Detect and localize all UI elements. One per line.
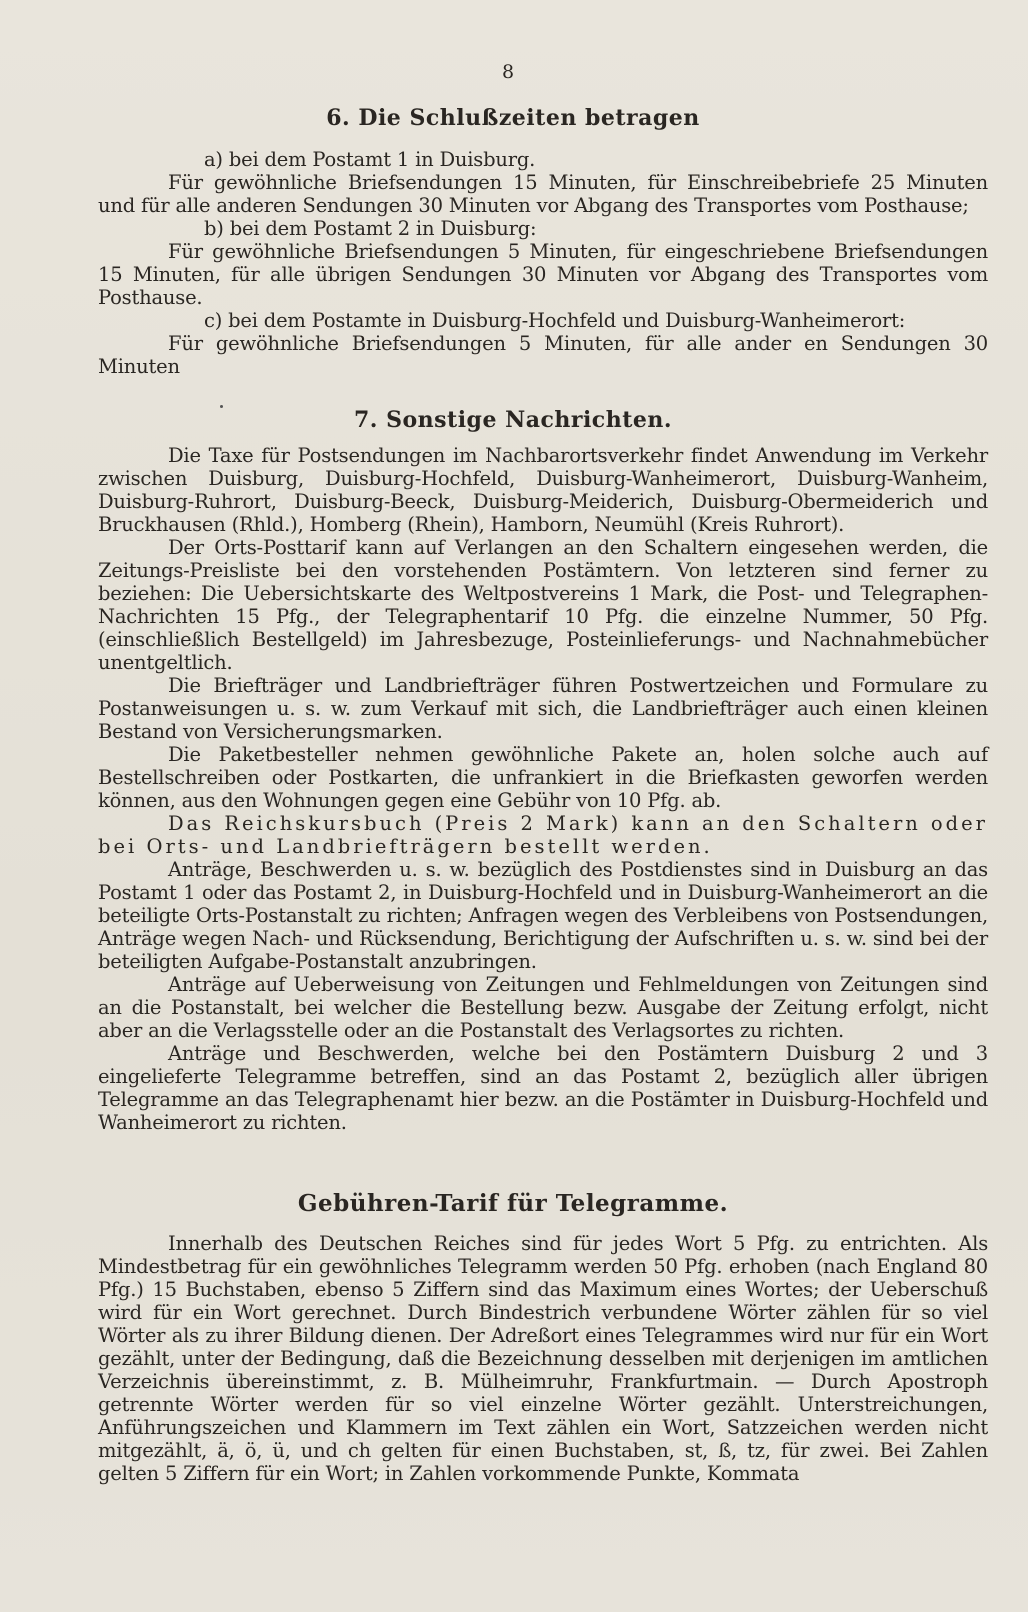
section-6-paragraph: Für gewöhnliche Briefsendungen 15 Minuten, für Einschreibebriefe 25 Minuten und für alle anderen Sendungen 30 Minuten vor Abgang des Transportes vom Posthause; bbox=[98, 171, 988, 217]
telegram-tariff-paragraph: Innerhalb des Deutschen Reiches sind für jedes Wort 5 Pfg. zu entrichten. Als Mindestbetrag für ein gewöhnliches Telegramm werden 50 Pfg. erhoben (nach England 80 Pfg.) 15 Buchstaben, ebenso 5 Ziffern sind das Maximum eines Wortes; der Ueberschuß wird für ein Wort gerechnet. Durch Bindestrich verbundene Wörter zählen für so viel Wörter als zu ihrer Bildung dienen. Der Adreßort eines Telegrammes wird nur für ein Wort gezählt, unter der Bedingung, daß die Bezeichnung desselben mit derjenigen im amtlichen Verzeichnis übereinstimmt, z. B. Mülheimruhr, Frankfurtmain. — Durch Apostroph getrennte Wörter werden für so viel einzelne Wörter gezählt. Unterstreichungen, Anführungszeichen und Klammern im Text zählen ein Wort, Satzzeichen werden nicht mitgezählt, ä, ö, ü, und ch gelten für einen Buchstaben, st, ß, tz, für zwei. Bei Zahlen gelten 5 Ziffern für ein Wort; in Zahlen vorkommende Punkte, Kommata bbox=[98, 1232, 988, 1485]
section-7-paragraph: Der Orts-Posttarif kann auf Verlangen an den Schaltern eingesehen werden, die Zeitungs-Preisliste bei den vorstehenden Postämtern. Von letzteren sind ferner zu beziehen: Die Uebersichtskarte des Weltpostvereins 1 Mark, die Post- und Telegraphen-Nachrichten 15 Pfg., der Telegraphentarif 10 Pfg. die einzelne Nummer, 50 Pfg. (einschließlich Bestellgeld) im Jahresbezuge, Posteinlieferungs- und Nachnahmebücher unentgeltlich. bbox=[98, 536, 988, 674]
section-7-heading: 7. Sonstige Nachrichten. bbox=[353, 407, 673, 433]
section-6-paragraph: Für gewöhnliche Briefsendungen 5 Minuten, für alle ander en Sendungen 30 Minuten bbox=[98, 332, 988, 378]
section-6-heading: 6. Die Schlußzeiten betragen bbox=[326, 105, 700, 131]
section-7-paragraph: Anträge auf Ueberweisung von Zeitungen und Fehlmeldungen von Zeitungen sind an die Postanstalt, bei welcher die Bestellung bezw. Ausgabe der Zeitung erfolgt, nicht aber an die Verlagsstelle oder an die Postanstalt des Verlagsortes zu richten. bbox=[98, 973, 988, 1042]
telegram-tariff-heading: Gebühren-Tarif für Telegramme. bbox=[297, 1190, 729, 1217]
section-6-paragraph: Für gewöhnliche Briefsendungen 5 Minuten, für eingeschriebene Briefsendungen 15 Minuten, für alle übrigen Sendungen 30 Minuten vor Abgang des Transportes vom Posthause. bbox=[98, 240, 988, 309]
section-7-paragraph: Anträge und Beschwerden, welche bei den Postämtern Duisburg 2 und 3 eingelieferte Telegramme betreffen, sind an das Postamt 2, bezüglich aller übrigen Telegramme an das Telegraphenamt hier bezw. an die Postämter in Duisburg-Hochfeld und Wanheimerort zu richten. bbox=[98, 1042, 988, 1134]
page-number: 8 bbox=[501, 61, 515, 83]
section-7-paragraph: Die Paketbesteller nehmen gewöhnliche Pakete an, holen solche auch auf Bestellschreiben oder Postkarten, die unfrankiert in die Briefkasten geworfen werden können, aus den Wohnungen gegen eine Gebühr von 10 Pfg. ab. bbox=[98, 743, 988, 812]
section-6-paragraph-c: c) bei dem Postamte in Duisburg-Hochfeld und Duisburg-Wanheimerort: bbox=[204, 309, 906, 332]
section-6-paragraph-a: a) bei dem Postamt 1 in Duisburg. bbox=[204, 148, 536, 171]
section-6-paragraph-b: b) bei dem Postamt 2 in Duisburg: bbox=[204, 217, 537, 240]
section-7-paragraph: Die Briefträger und Landbriefträger führen Postwertzeichen und Formulare zu Postanweisungen u. s. w. zum Verkauf mit sich, die Landbriefträger auch einen kleinen Bestand von Versicherungsmarken. bbox=[98, 674, 988, 743]
ink-speck bbox=[220, 405, 223, 408]
section-7-paragraph: Die Taxe für Postsendungen im Nachbarortsverkehr findet Anwendung im Verkehr zwischen Duisburg, Duisburg-Hochfeld, Duisburg-Wanheimerort, Duisburg-Wanheim, Duisburg-Ruhrort, Duisburg-Beeck, Duisburg-Meiderich, Duisburg-Obermeiderich und Bruckhausen (Rhld.), Homberg (Rhein), Hamborn, Neumühl (Kreis Ruhrort). bbox=[98, 444, 988, 536]
section-7-paragraph: Anträge, Beschwerden u. s. w. bezüglich des Postdienstes sind in Duisburg an das Postamt 1 oder das Postamt 2, in Duisburg-Hochfeld und in Duisburg-Wanheimerort an die beteiligte Orts-Postanstalt zu richten; Anfragen wegen des Verbleibens von Postsendungen, Anträge wegen Nach- und Rücksendung, Berichtigung der Aufschriften u. s. w. sind bei der beteiligten Aufgabe-Postanstalt anzubringen. bbox=[98, 858, 988, 973]
section-7-paragraph: Das Reichskursbuch (Preis 2 Mark) kann an den Schaltern oder bei Orts- und Landbriefträgern bestellt werden. bbox=[98, 812, 988, 858]
